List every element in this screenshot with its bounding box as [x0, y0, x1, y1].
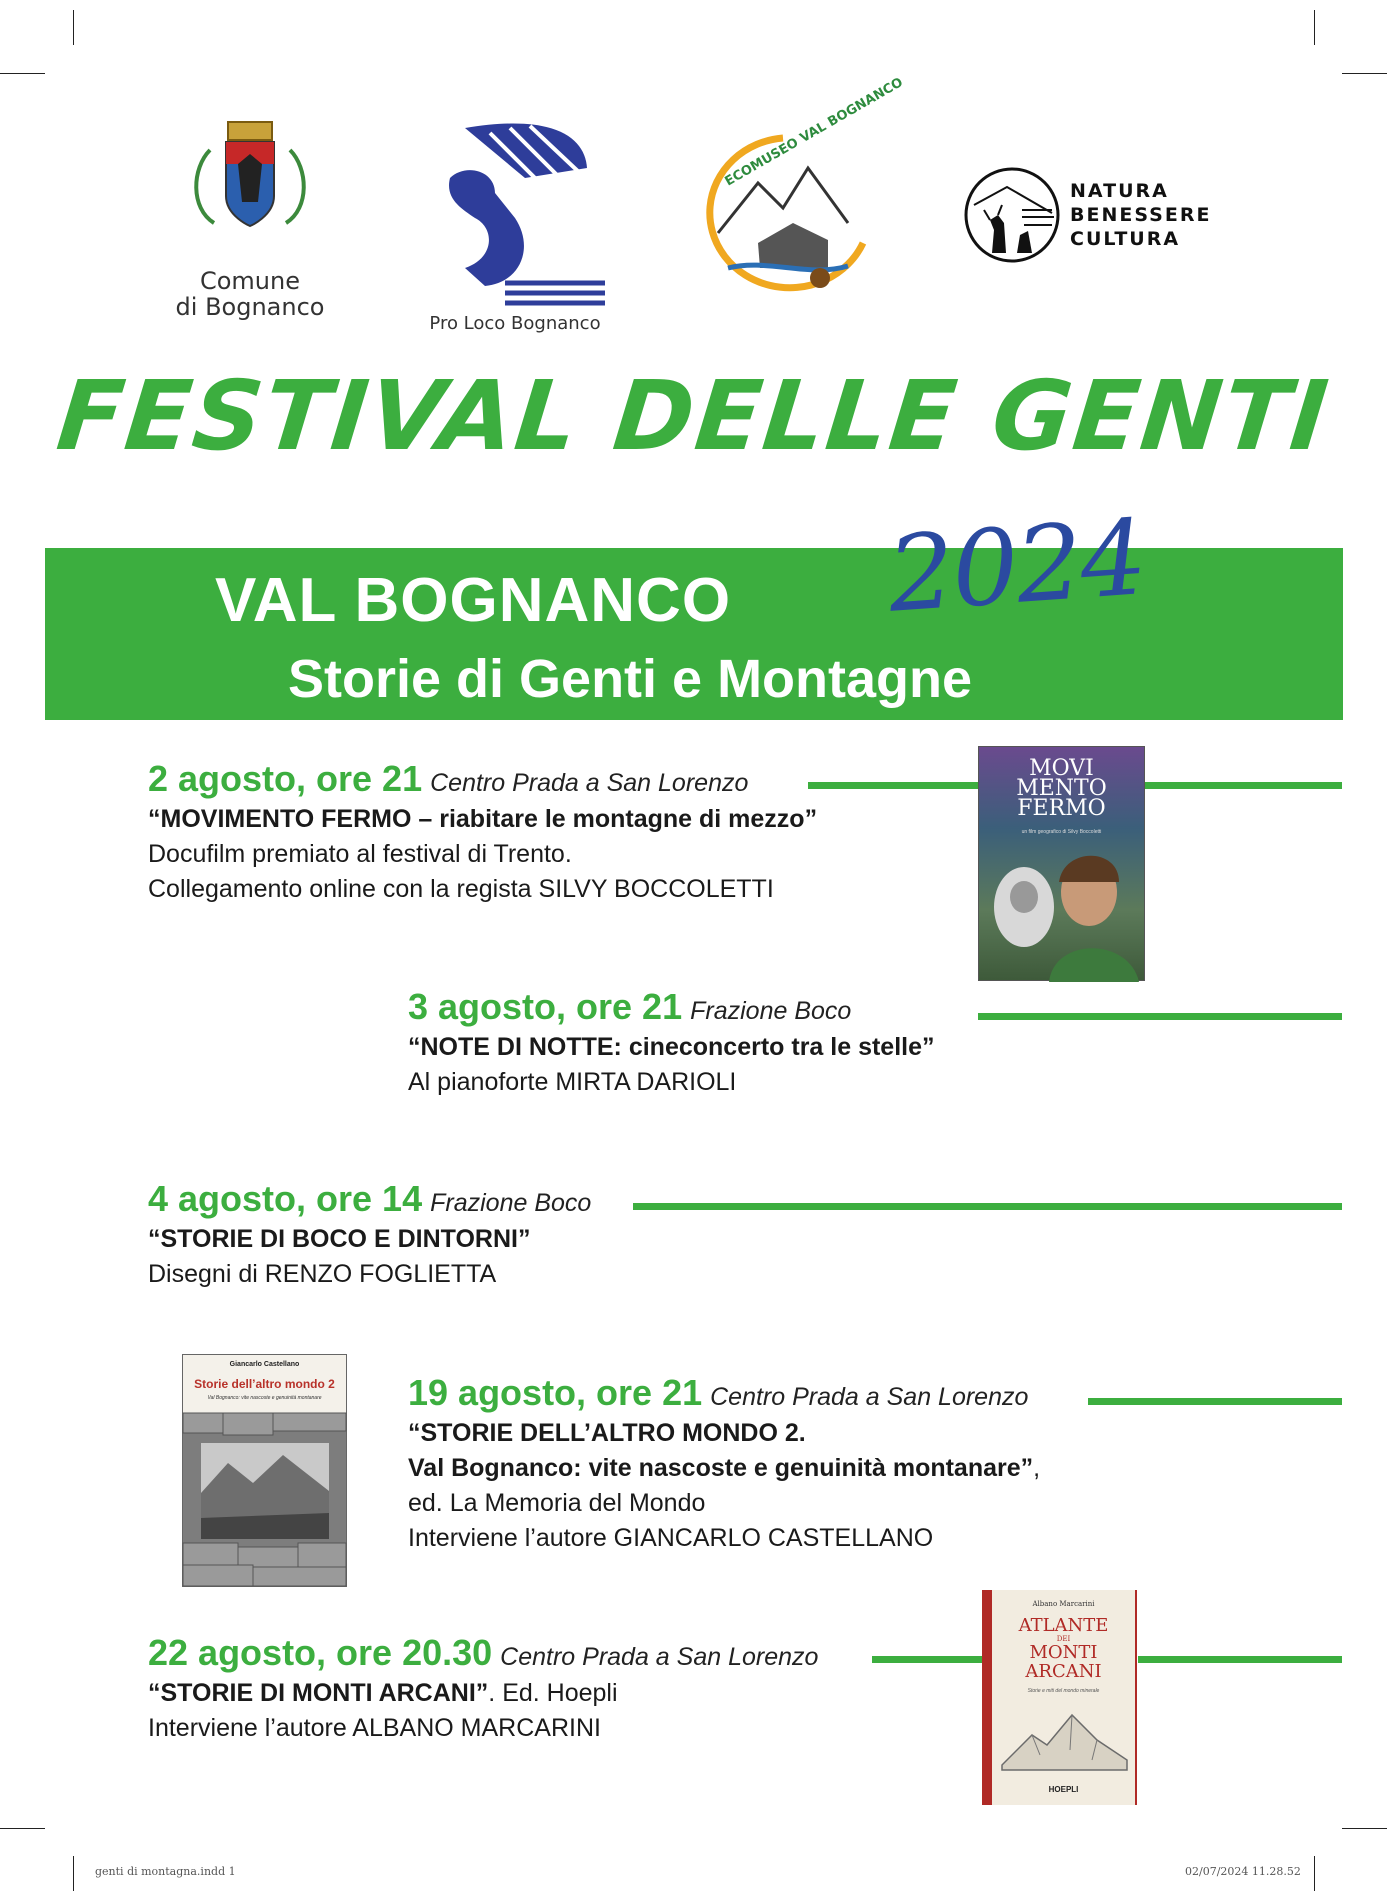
book-subtitle: Storie e miti del mondo minerale	[1027, 1688, 1100, 1694]
poster-subtitle: un film geografico di Silvy Boccoletti	[1021, 829, 1102, 835]
event-desc-line: Collegamento online con la regista SILVY BOCCOLETTI	[148, 875, 774, 903]
event-date: 22 agosto, ore 20.30	[148, 1632, 493, 1673]
footer-filename: genti di montagna.indd 1	[95, 1865, 236, 1878]
event-4-rule	[1088, 1398, 1342, 1405]
event-2	[408, 986, 935, 1100]
ecomuseo-icon	[688, 75, 906, 298]
band-subtitle: Storie di Genti e Montagne	[288, 649, 973, 709]
poster-title-3: FERMO	[1017, 796, 1106, 821]
event-date: 2 agosto, ore 21	[148, 758, 423, 799]
event-2-rule	[978, 1013, 1342, 1020]
event-3	[148, 1178, 591, 1292]
natura-logo	[962, 165, 1242, 275]
proloco-label: Pro Loco Bognanco	[429, 313, 601, 334]
event-title-2-suffix: ,	[1033, 1454, 1041, 1482]
book-photo-icon	[183, 1413, 346, 1586]
event-date: 19 agosto, ore 21	[408, 1372, 703, 1413]
deer-circle-icon	[962, 165, 1062, 265]
proloco-logo	[405, 108, 625, 338]
event-1-rule-left	[808, 782, 978, 789]
natura-label-3: CULTURA	[1070, 228, 1181, 250]
natura-label-2: BENESSERE	[1070, 204, 1212, 226]
event-title: “STORIE DELL’ALTRO MONDO 2.	[408, 1419, 806, 1447]
event-date: 4 agosto, ore 14	[148, 1178, 423, 1219]
comune-label-1: Comune	[199, 267, 300, 295]
ecomuseo-logo	[688, 75, 906, 298]
year-label: 2024	[884, 496, 1149, 636]
book-title-2: DEI	[1056, 1635, 1071, 1643]
comune-label-2: di Bognanco	[175, 293, 325, 321]
event-5	[148, 1632, 818, 1746]
book-title-1: ATLANTE	[1018, 1615, 1109, 1636]
event-1-rule-right	[1142, 782, 1342, 789]
event-title: “MOVIMENTO FERMO – riabitare le montagne di mezzo”	[148, 805, 818, 833]
event-5-rule-left	[872, 1656, 982, 1663]
event-desc-line: Interviene l’autore GIANCARLO CASTELLANO	[408, 1524, 934, 1552]
movimento-fermo-poster	[978, 746, 1145, 981]
event-4	[408, 1372, 1040, 1556]
atlante-book-cover	[982, 1590, 1137, 1805]
event-place: Centro Prada a San Lorenzo	[710, 1383, 1029, 1411]
event-place: Frazione Boco	[690, 997, 852, 1025]
event-title-suffix: . Ed. Hoepli	[488, 1679, 618, 1707]
poster-portrait-icon	[979, 842, 1144, 982]
comune-logo	[170, 118, 330, 321]
coat-of-arms-icon	[170, 118, 330, 248]
book-author: Giancarlo Castellano	[229, 1361, 300, 1368]
event-title: “NOTE DI NOTTE: cineconcerto tra le stelle”	[408, 1033, 935, 1061]
book-subtitle: Val Bognanco: vite nascoste e genuinità montanare	[207, 1395, 322, 1401]
altro-mondo-book-cover	[182, 1354, 347, 1587]
poster-title-1: MOVI	[1029, 756, 1094, 781]
book-title-3: MONTI	[1029, 1642, 1098, 1663]
event-title-2: Val Bognanco: vite nascoste e genuinità montanare”	[408, 1454, 1034, 1482]
event-1	[148, 758, 817, 907]
book-mountain-icon	[992, 1705, 1135, 1775]
poster-title-2: MENTO	[1016, 776, 1107, 801]
band-title: VAL BOGNANCO	[215, 566, 732, 635]
event-date: 3 agosto, ore 21	[408, 986, 683, 1027]
book-title: Storie dell’altro mondo 2	[194, 1377, 335, 1391]
book-author: Albano Marcarini	[1032, 1600, 1095, 1608]
event-title: “STORIE DI MONTI ARCANI”	[148, 1679, 489, 1707]
event-title: “STORIE DI BOCO E DINTORNI”	[148, 1225, 531, 1253]
event-desc-line: Docufilm premiato al festival di Trento.	[148, 840, 572, 868]
book-publisher: HOEPLI	[1048, 1785, 1079, 1794]
proloco-icon	[405, 108, 625, 308]
event-place: Centro Prada a San Lorenzo	[430, 769, 749, 797]
book-title-4: ARCANI	[1025, 1661, 1102, 1682]
event-desc-line: Interviene l’autore ALBANO MARCARINI	[148, 1714, 601, 1742]
event-desc-line: Al pianoforte MIRTA DARIOLI	[408, 1068, 737, 1096]
event-place: Centro Prada a San Lorenzo	[500, 1643, 819, 1671]
footer-timestamp: 02/07/2024 11.28.52	[1185, 1865, 1301, 1878]
event-5-rule-right	[1138, 1656, 1342, 1663]
festival-title: FESTIVAL DELLE GENTI	[52, 360, 1335, 472]
event-desc-line: Disegni di RENZO FOGLIETTA	[148, 1260, 497, 1288]
event-desc-line: ed. La Memoria del Mondo	[408, 1489, 706, 1517]
event-place: Frazione Boco	[430, 1189, 592, 1217]
event-3-rule	[633, 1203, 1342, 1210]
ecomuseo-label: ECOMUSEO VAL BOGNANCO	[722, 75, 906, 190]
natura-label-1: NATURA	[1070, 180, 1169, 202]
